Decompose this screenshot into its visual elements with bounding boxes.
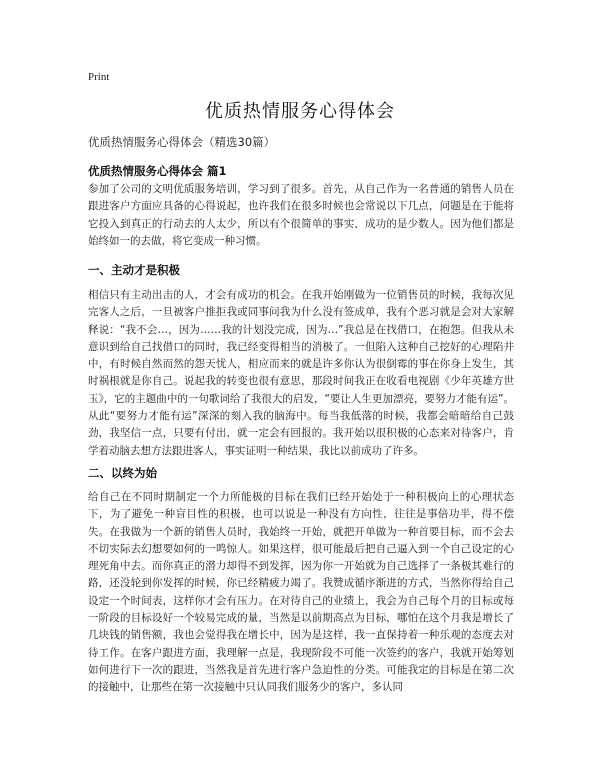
section-heading-1: 一、主动才是积极 xyxy=(88,263,180,277)
section-heading-2: 二、以终为始 xyxy=(88,466,157,480)
section-body-2: 给自己在不同时期制定一个力所能极的目标在我们已经开始处于一种积极向上的心理状态下，为了避免一种盲目性的积极，也可以说是一种没有方向性，往往是事倍功半，得不偿失。在我做为一个新的销售人员时，我始终一开始，就把开单做为一种首要目标，而不会去不切实际去幻想要如何的一鸣惊人。如果这样，很可能最后把自己逼入到一个自己设定的心理死角中去。而你真正的潜力却得不到发挥，因为你一开始就为自己选择了一条极其难行的路，还没轮到你发挥的时候，你已经精疲力竭了。我赞成循序渐进的方式，当然你得给自己设定一个时间表，这样你才会有压力。在对待自己的业绩上，我会为自己每个月的目标或每一阶段的目标设好一个较易完成的量，当然是以前期高点为目标，哪怕在这个月我是增长了几块钱的销售额，我也会觉得我在增长中，因为是这样，我一直保持着一种乐观的态度去对待工作。在客户跟进方面，我理解一点是，我现阶段不可能一次签约的客户，我就开始筹划如何进行下一次的跟进，当然我是首先进行客户急迫性的分类。可能我定的目标是在第二次的接触中，让那些在第一次接触中只认同我们服务少的客户，多认同 xyxy=(88,491,514,694)
page-title: 优质热情服务心得体会 xyxy=(205,101,395,122)
section-body-1: 相信只有主动出击的人，才会有成功的机会。在我开始刚做为一位销售员的时候，我每次见完客人之后，一旦被客户推拒我或同事问我为什么没有签成单，我有个恶习就是会对大家解释说：“我不会…，因为……我的计划没完成，因为…”我总是在找借口，在抱怨。但我从未意识到给自己找借口的同时，我已经变得相当的消极了。一但陷入这种自己挖好的心理陷井中，有时候自然而然的怨天忧人，相应而来的就是许多你认为很倒霉的事在你身上发生，其时祸根就是你自己。说起我的转变也很有意思，那段时间我正在收看电视剧《少年英雄方世玉》，它的主题曲中的一句歌词给了我很大的启发，“要让人生更加漂亮，要努力才能有运”。从此“要努力才能有运”深深的刻入我的脑海中。每当我低落的时候，我都会暗暗给自己鼓劲，我坚信一点，只要有付出，就一定会有回报的。我开始以很积极的心态来对待客户，肯学着动脑去想方法跟进客人，事实证明一种结果，我比以前成功了许多。 xyxy=(88,289,514,457)
document-subtitle: 优质热情服务心得体会（精选30篇） xyxy=(88,135,276,149)
article-heading: 优质热情服务心得体会 篇1 xyxy=(88,164,227,178)
print-link[interactable]: Print xyxy=(88,71,110,83)
intro-paragraph: 参加了公司的文明优质服务培训，学习到了很多。首先，从自己作为一名普通的销售人员在跟进客户方面应具备的心得说起，也许我们在很多时候也会常说以下几点，问题是在于能将它投入到真正的行动去的人太少，所以有个很简单的事实，成功的是少数人。因为他们都是始终如一的去做，将它变成一种习惯。 xyxy=(88,183,514,247)
